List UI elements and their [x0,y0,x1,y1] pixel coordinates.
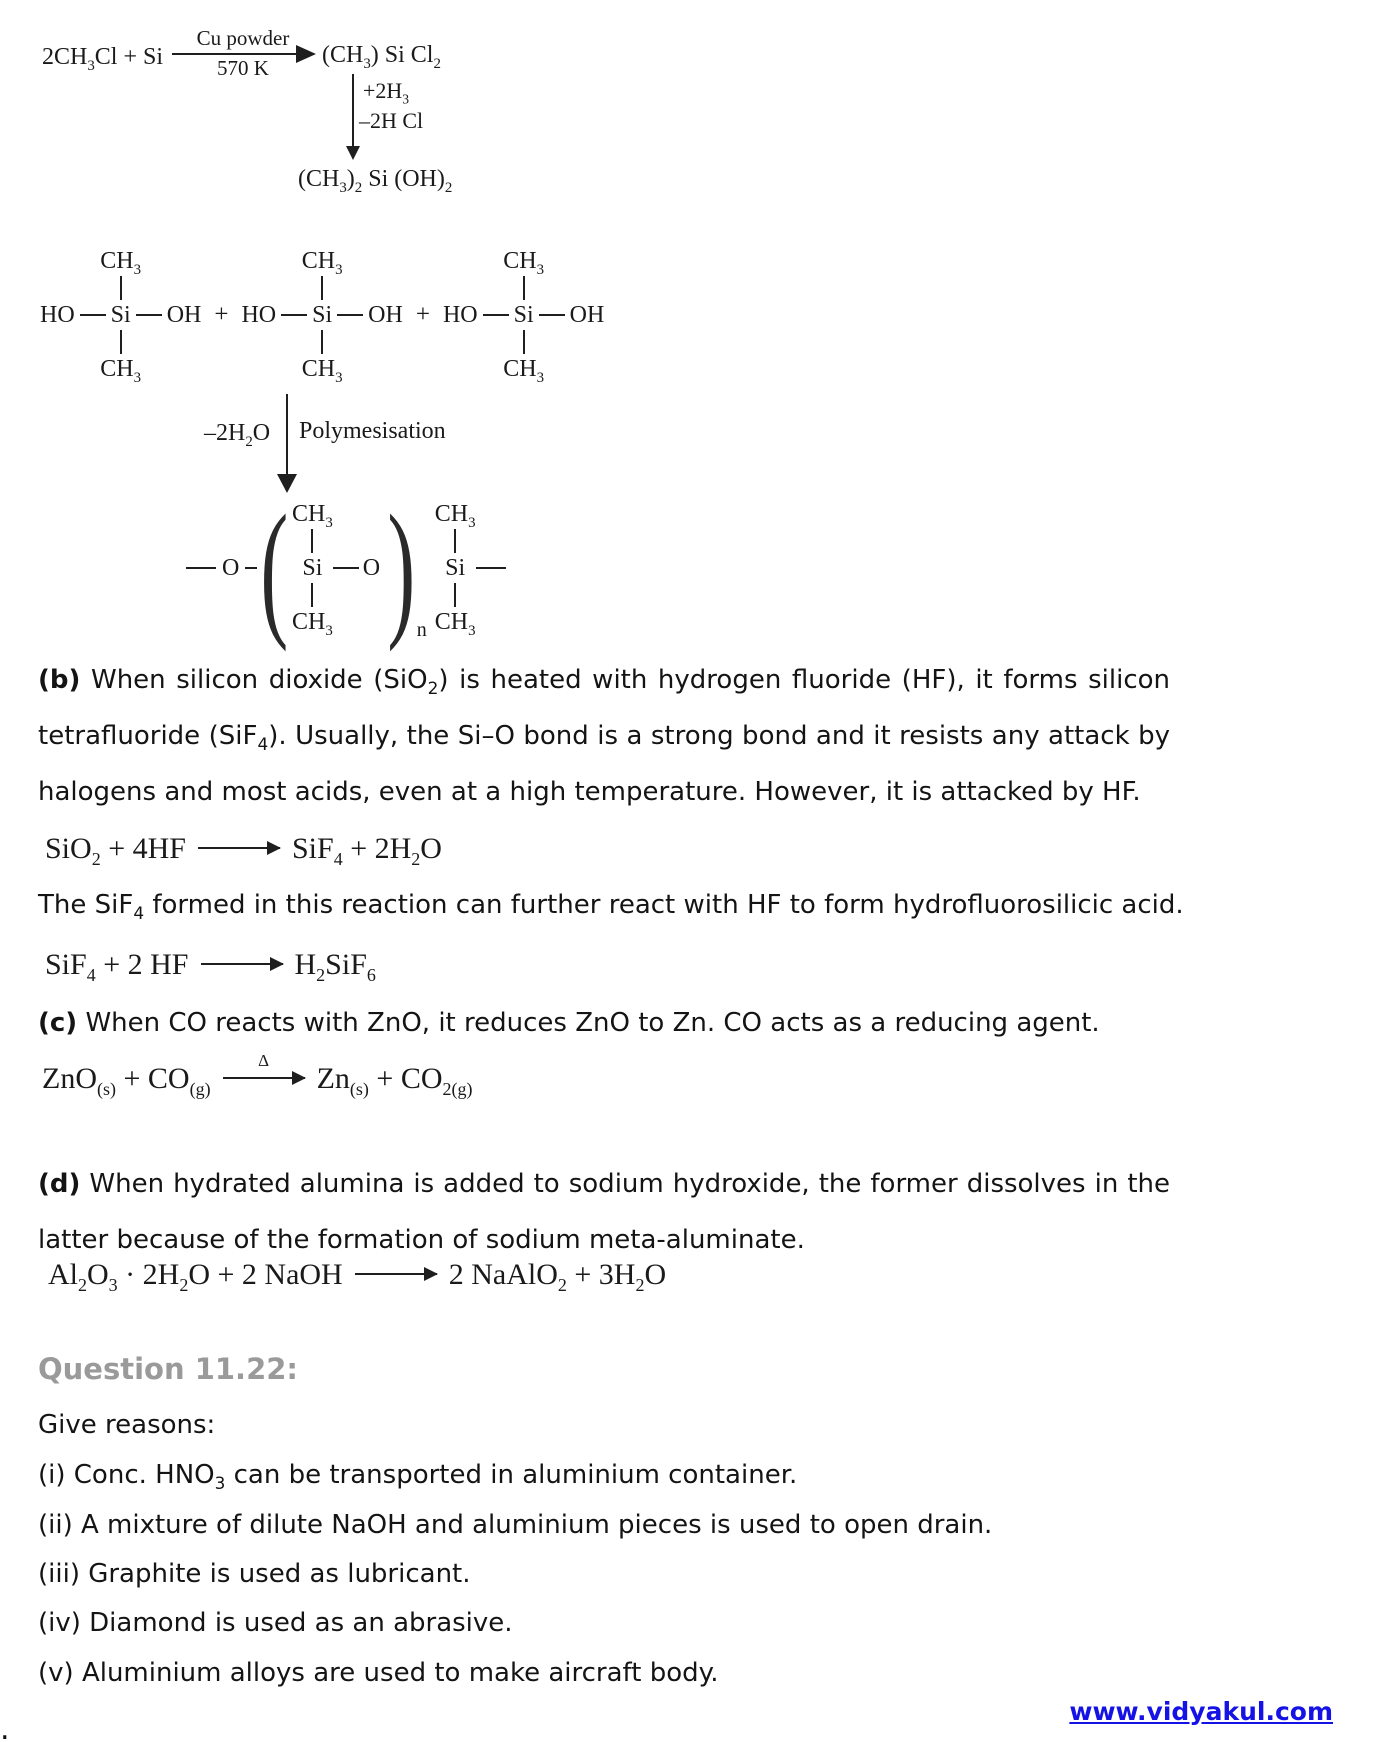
siloxane-unit [435,499,476,637]
silanol-unit [40,246,201,384]
bond [311,529,313,553]
oxygen-atom: O [222,555,240,581]
paragraph-b: (b) When silicon dioxide (SiO$_2$) is heated with hydrogen fluoride (HF), it forms silicon tetrafluoride (SiF$_4$). Usually, the Si–O bond is a strong bond and it resists any attack by halogens and most acids, even at a high temperature. However, it is attacked by HF. [38,665,1170,807]
silicon-atom: Si [513,302,534,328]
silanol-structures [40,246,604,384]
oxygen-atom: O [362,555,381,581]
bond [80,314,106,316]
question-heading: Question 11.22: [38,1352,299,1386]
repeat-subscript-n: n [416,619,427,641]
bond [120,276,122,300]
hydroxyl-right: OH [569,302,605,328]
methyl-top: $CH_3$ [291,501,333,531]
equation-lhs: SiF$_4$ + 2 HF [45,948,189,985]
reaction-arrow-icon [355,1273,437,1275]
equation-rhs: 2 NaAlO$_2$ + $3H_2O$ [448,1258,667,1295]
silicon-atom: Si [312,302,333,328]
equation-lhs: $Al_2O_3 \cdot 2H_2O + 2$ NaOH [48,1258,343,1295]
footer-link[interactable]: www.vidyakul.com [1069,1697,1333,1726]
reason-item-iv: (iv) Diamond is used as an abrasive. [38,1608,513,1638]
silanol-unit [241,246,402,384]
methyl-top: $CH_3$ [434,501,476,531]
bond [333,567,359,569]
silanol-unit [443,246,604,384]
hydroxyl-right: OH [368,302,403,328]
siloxane-unit [292,499,333,637]
equation-sio2-hf [45,832,442,869]
hydroxyl-left: HO [442,302,478,328]
bond [523,276,525,300]
equation-rhs: $SiF_4 + 2H_2O$ [291,832,442,869]
methyl-bottom: $CH_3$ [291,609,333,639]
methyl-top: $CH_3$ [503,248,544,278]
reason-item-ii: (ii) A mixture of dilute NaOH and aluminium pieces is used to open drain. [38,1510,993,1540]
reaction-arrow-icon [223,1051,305,1079]
polymerisation-label: Polymesisation [299,418,446,444]
polymerisation-arrow-icon [286,394,288,474]
bond [454,529,456,553]
bond [120,330,122,354]
scheme-product-1: $(CH_3)$ Si $Cl_2$ [322,42,441,72]
bond [321,276,323,300]
scheme-product-2: $(CH_3)_2$ Si $(OH)_2$ [298,166,453,196]
scheme-reactants: $2CH_3Cl + Si$ [42,44,164,74]
condition-label-bottom: 570 K [217,56,269,80]
paragraph-d: (d) When hydrated alumina is added to sodium hydroxide, the former dissolves in the latter because of the formation of sodium meta-aluminate. [38,1169,1170,1255]
condition-label-top: Cu powder [196,26,290,50]
methyl-bottom: $CH_3$ [434,609,476,639]
hydroxyl-right: OH [166,302,202,328]
bond [483,314,509,316]
methyl-bottom: $CH_3$ [503,356,544,386]
methyl-bottom: $CH_3$ [100,356,142,386]
bond [523,330,525,354]
plus-sign: + [214,301,229,328]
bond [337,314,363,316]
equation-rhs: $H_2SiF_6$ [294,948,376,985]
reason-item-v: (v) Aluminium alloys are used to make aircraft body. [38,1658,719,1688]
bond [321,330,323,354]
silicon-atom: Si [302,555,323,581]
bond [136,314,162,316]
sif4-note: The SiF$_4$ formed in this reaction can further react with HF to form hydrofluorosilicic acid. [38,890,1184,924]
arrow-label-plus: $+2H_3$ [363,78,410,107]
hydroxyl-left: HO [40,302,75,328]
equation-sif4-hf [45,948,376,985]
equation-rhs: $Zn_{(s)} + CO_{2(g)}$ [316,1062,473,1099]
bond [476,567,506,569]
stray-period-mark: . [0,1712,10,1742]
question-intro: Give reasons: [38,1410,216,1440]
methyl-bottom: $CH_3$ [301,356,343,386]
reason-item-iii: (iii) Graphite is used as lubricant. [38,1559,471,1589]
open-paren: ( [260,484,289,652]
repeat-unit-paren [384,484,427,652]
hydroxyl-left: HO [241,302,277,328]
reaction-arrow-icon [198,847,280,849]
equation-zno-co [42,1051,473,1099]
silicone-polymer-structure [186,484,506,652]
condition-arrow [172,26,314,81]
paragraph-c: (c) When CO reacts with ZnO, it reduces ZnO to Zn. CO acts as a reducing agent. [38,1008,1100,1038]
plus-sign: + [415,301,430,328]
equation-lhs: SiO$_2$ + 4HF [45,832,186,869]
right-arrow-icon [172,53,314,55]
silicon-atom: Si [110,302,131,328]
methyl-top: $CH_3$ [100,248,142,278]
bond [281,314,307,316]
equation-alumina-naoh [48,1258,667,1295]
bond [186,567,216,569]
reaction-arrow-icon [201,963,283,965]
methyl-top: $CH_3$ [301,248,343,278]
bond [539,314,565,316]
silicon-atom: Si [445,555,466,581]
equation-lhs: $ZnO_{(s)} + CO_{(g)}$ [42,1062,211,1099]
bond [454,583,456,607]
reason-item-i: (i) Conc. $HNO_3$ can be transported in aluminium container. [38,1460,798,1494]
down-arrow-icon [352,74,354,146]
bond [311,583,313,607]
arrow-label-minus: –2H Cl [359,108,424,133]
water-loss-label: $-2H_2O$ [204,420,271,450]
delta-symbol: Δ [258,1051,270,1070]
close-paren: ) [387,484,416,652]
bond [245,567,257,569]
